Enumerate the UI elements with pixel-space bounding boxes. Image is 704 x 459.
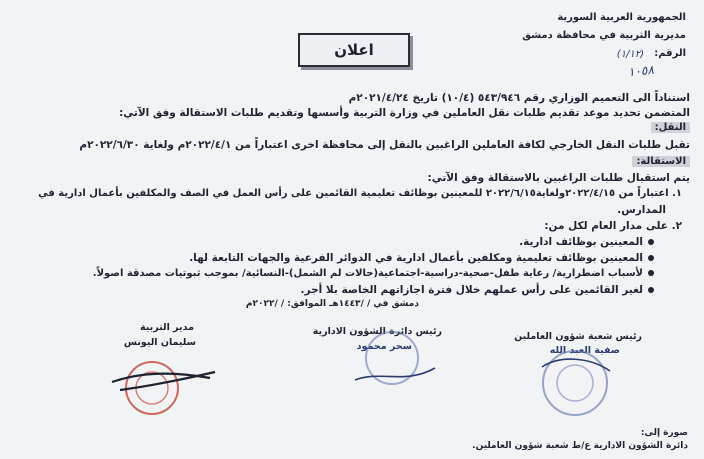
director-name: سليمان اليونس: [123, 337, 196, 348]
transfer-heading: النقل:: [651, 122, 690, 133]
bullet-text: المعينين بوظائف تعليمية ومكلفين بأعمال ادارية في الدوائر الفرعية والجهات التابعة لها.: [189, 252, 643, 264]
announcement-title: [298, 33, 410, 67]
resignation-bullet: [519, 236, 654, 248]
resignation-item-1: ١. اعتباراً من ٢٠٢٢/٤/١٥ولغاية٢٠٢٢/٦/١٥ للمعينين بوظائف تعليمية القائمين على رأس العمل في الصف والمكلفين بأعمال ادارية في: [38, 188, 682, 199]
admin-title: رئيس دائرة الشؤون الادارية: [312, 326, 442, 337]
header-directorate: مديرية التربية في محافظة دمشق: [522, 30, 686, 41]
admin-stamp-signature: [350, 330, 440, 390]
director-title: مدير التربية: [140, 322, 194, 333]
staff-title: رئيس شعبة شؤون العاملين: [514, 331, 642, 342]
header-ref-number: ١٠٥٨: [627, 62, 655, 80]
bullet-text: لغير القائمين على رأس عملهم خلال فترة اجازاتهم الخاصة بلا أجر.: [300, 284, 643, 296]
staff-stamp-signature: [530, 345, 620, 425]
transfer-text: تقبل طلبات النقل الخارجي لكافة العاملين الراغبين بالنقل إلى محافظة اخرى اعتباراً من ٢٠٢٢/٤/١م ولغاية ٢٠٢٢/٦/٣٠م: [79, 139, 690, 151]
staff-name: صفية العبد الله: [549, 345, 620, 356]
resignation-intro: يتم استقبال طلبات الراغبين بالاستقالة وفق الآتي:: [427, 172, 690, 184]
date-line: دمشق في / /١٤٤٣هـ الموافق: / /٢٠٢٢م: [245, 299, 419, 309]
intro-line-1: استناداً الى التعميم الوزاري رقم ٥٤٣/٩٤٦ (١٠/٤) تاريخ ٢٠٢١/٤/٢٤م: [348, 92, 690, 104]
copy-heading: صورة إلى:: [640, 428, 688, 438]
resignation-bullet: [93, 268, 654, 279]
resignation-bullet: [189, 252, 654, 264]
header-ref-label: الرقم:: [654, 48, 686, 59]
resignation-bullet: [301, 284, 654, 296]
header-country: الجمهورية العربية السورية: [557, 12, 686, 23]
announcement-title-text: اعلان: [334, 41, 374, 59]
header-ref-handwritten: (١/١٢): [616, 49, 644, 60]
resignation-heading: الاستقالة:: [632, 156, 690, 167]
resignation-item-2: ٢. على مدار العام لكل من:: [544, 220, 682, 232]
resignation-item-1-cont: المدارس.: [617, 204, 666, 216]
admin-name: سحر محمود: [356, 341, 412, 352]
bullet-text: لأسباب اضطرارية/ رعاية طفل-صحية-دراسية-اجتماعية(حالات لم الشمل)-النسائية/ بموجب ثبوتيات مصدقة اصولاً.: [92, 268, 643, 279]
bullet-dot: [648, 255, 654, 261]
director-stamp-signature: [110, 350, 220, 430]
bullet-dot: [648, 287, 654, 293]
copy-line: دائرة الشؤون الادارية ع/ط شعبة شؤون العاملين.: [472, 441, 688, 451]
intro-line-2: المتضمن تحديد موعد تقديم طلبات نقل العاملين في وزارة التربية وأسسها وتقديم طلبات الاستقالة وفق الآتي:: [119, 107, 690, 119]
bullet-dot: [648, 270, 654, 276]
bullet-text: المعينين بوظائف ادارية.: [519, 236, 643, 248]
bullet-dot: [648, 239, 654, 245]
